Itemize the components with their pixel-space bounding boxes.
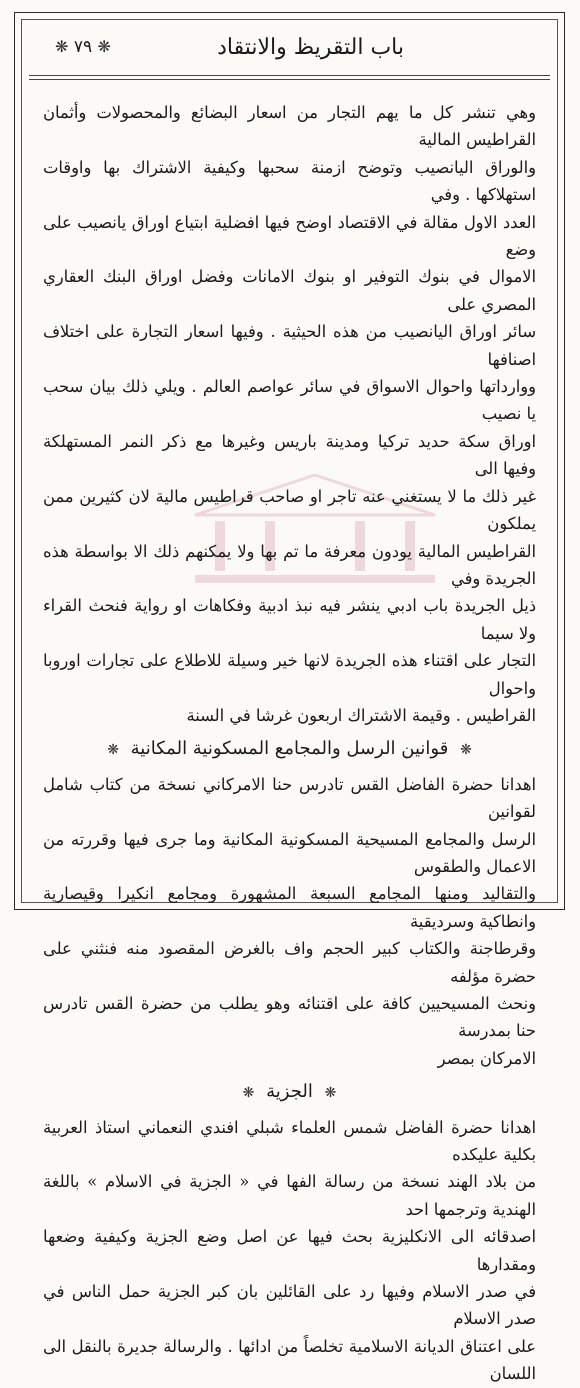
text-line: اهدانا حضرة الفاضل القس تادرس حنا الامركاني نسخة من كتاب شامل لقوانين <box>43 774 536 822</box>
text-line: ونحث المسيحيين كافة على اقتنائه وهو يطلب من حضرة القس تادرس حنا بمدرسة <box>43 994 536 1041</box>
text-line: الاموال في بنوك التوفير او بنوك الامانات وفضل اوراق البنك العقاري المصري على <box>43 267 536 314</box>
text-line: اصدقائه الى الانكليزية بحث فيها عن اصل وضع الجزية وكيفية وضعها ومقدارها <box>43 1227 536 1274</box>
page-number: ٧٩ <box>73 37 93 57</box>
text-line: والتقاليد ومنها المجامع السبعة المشهورة ومجامع انكيرا وقيصارية وانطاكية وسرديقية <box>43 884 536 931</box>
text-line: اوراق سكة حديد تركيا ومدينة باريس وغيرها مع ذكر النمر المستهلكة وفيها الى <box>43 431 536 479</box>
ornament-icon: ❋ <box>324 1085 337 1102</box>
section-1 <box>43 99 536 729</box>
text-line: القراطيس . وقيمة الاشتراك اربعون غرشا في السنة <box>186 705 536 725</box>
text-line: وقرطاجنة والكتاب كبير الحجم واف بالغرض المقصود منه فنثني على حضرة مؤلفه <box>43 939 536 986</box>
text-line: التجار على اقتناء هذه الجريدة لانها خير وسيلة للاطلاع على تجارات اوروبا واحوال <box>43 651 536 698</box>
text-line: العدد الاول مقالة في الاقتصاد اوضح فيها افضلية ابتياع اوراق يانصيب على وضع <box>43 212 536 260</box>
page-header <box>25 31 554 71</box>
text-line: ذيل الجريدة باب ادبي ينشر فيه نبذ ادبية وفكاهات او رواية فنحث القراء ولا سيما <box>43 596 536 643</box>
section-title: الجزية <box>266 1081 313 1103</box>
ornament-icon: ❋ <box>242 1085 255 1102</box>
section-heading <box>43 1078 536 1107</box>
ornament-icon: ❋ <box>460 742 472 759</box>
ornament-icon: ❋ <box>107 742 119 759</box>
text-line: سائر اوراق اليانصيب من هذه الحيثية . وفيها اسعار التجارة على اختلاف اصنافها <box>43 322 536 369</box>
section-3 <box>43 1114 536 1388</box>
page-number-group <box>55 37 111 57</box>
text-line: اهدانا حضرة الفاضل شمس العلماء شبلي افندي النعماني استاذ العربية بكلية عليكده <box>43 1117 536 1165</box>
page-frame <box>14 12 565 1384</box>
section-heading <box>43 735 536 764</box>
text-line: الامركان بمصر <box>437 1048 536 1068</box>
section-2 <box>43 771 536 1072</box>
header-rule <box>29 75 550 76</box>
ornament-icon: ❋ <box>97 37 111 56</box>
running-title: باب التقريظ والانتقاد <box>217 35 404 60</box>
text-line: القراطيس المالية يودون معرفة ما تم بها ولا يمكنهم ذلك الا بواسطة هذه الجريدة وفي <box>43 541 536 588</box>
text-line: الرسل والمجامع المسيحية المسكونية المكانية وما جرى فيها وقررته من الاعمال والطقوس <box>43 829 536 876</box>
text-line: من بلاد الهند نسخة من رسالة الفها في « الجزية في الاسلام » باللغة الهندية وترجمها احد <box>43 1172 536 1219</box>
text-line: غير ذلك ما لا يستغني عنه تاجر او صاحب قراطيس مالية لان كثيرين ممن يملكون <box>43 486 536 534</box>
text-line: وهي تنشر كل ما يهم التجار من اسعار البضائع والمحصولات وأثمان القراطيس المالية <box>43 103 536 150</box>
text-line: والوراق اليانصيب وتوضح ازمنة سحبها وكيفية الاشتراك بها واوقات استهلاكها . وفي <box>43 157 536 205</box>
text-line: في صدر الاسلام وفيها رد على القائلين بان كبر الجزية حمل الناس في صدر الاسلام <box>43 1282 536 1329</box>
article-body <box>43 99 536 1388</box>
section-title: قوانين الرسل والمجامع المسكونية المكانية <box>130 738 449 760</box>
ornament-icon: ❋ <box>55 37 69 56</box>
text-line: على اعتناق الديانة الاسلامية تخلصاً من ادائها . والرسالة جديرة بالنقل الى اللسان <box>43 1336 536 1384</box>
text-line: ووارداتها واحوال الاسواق في سائر عواصم العالم . ويلي ذلك بيان سحب يا نصيب <box>43 377 536 424</box>
header-rule <box>29 79 550 80</box>
